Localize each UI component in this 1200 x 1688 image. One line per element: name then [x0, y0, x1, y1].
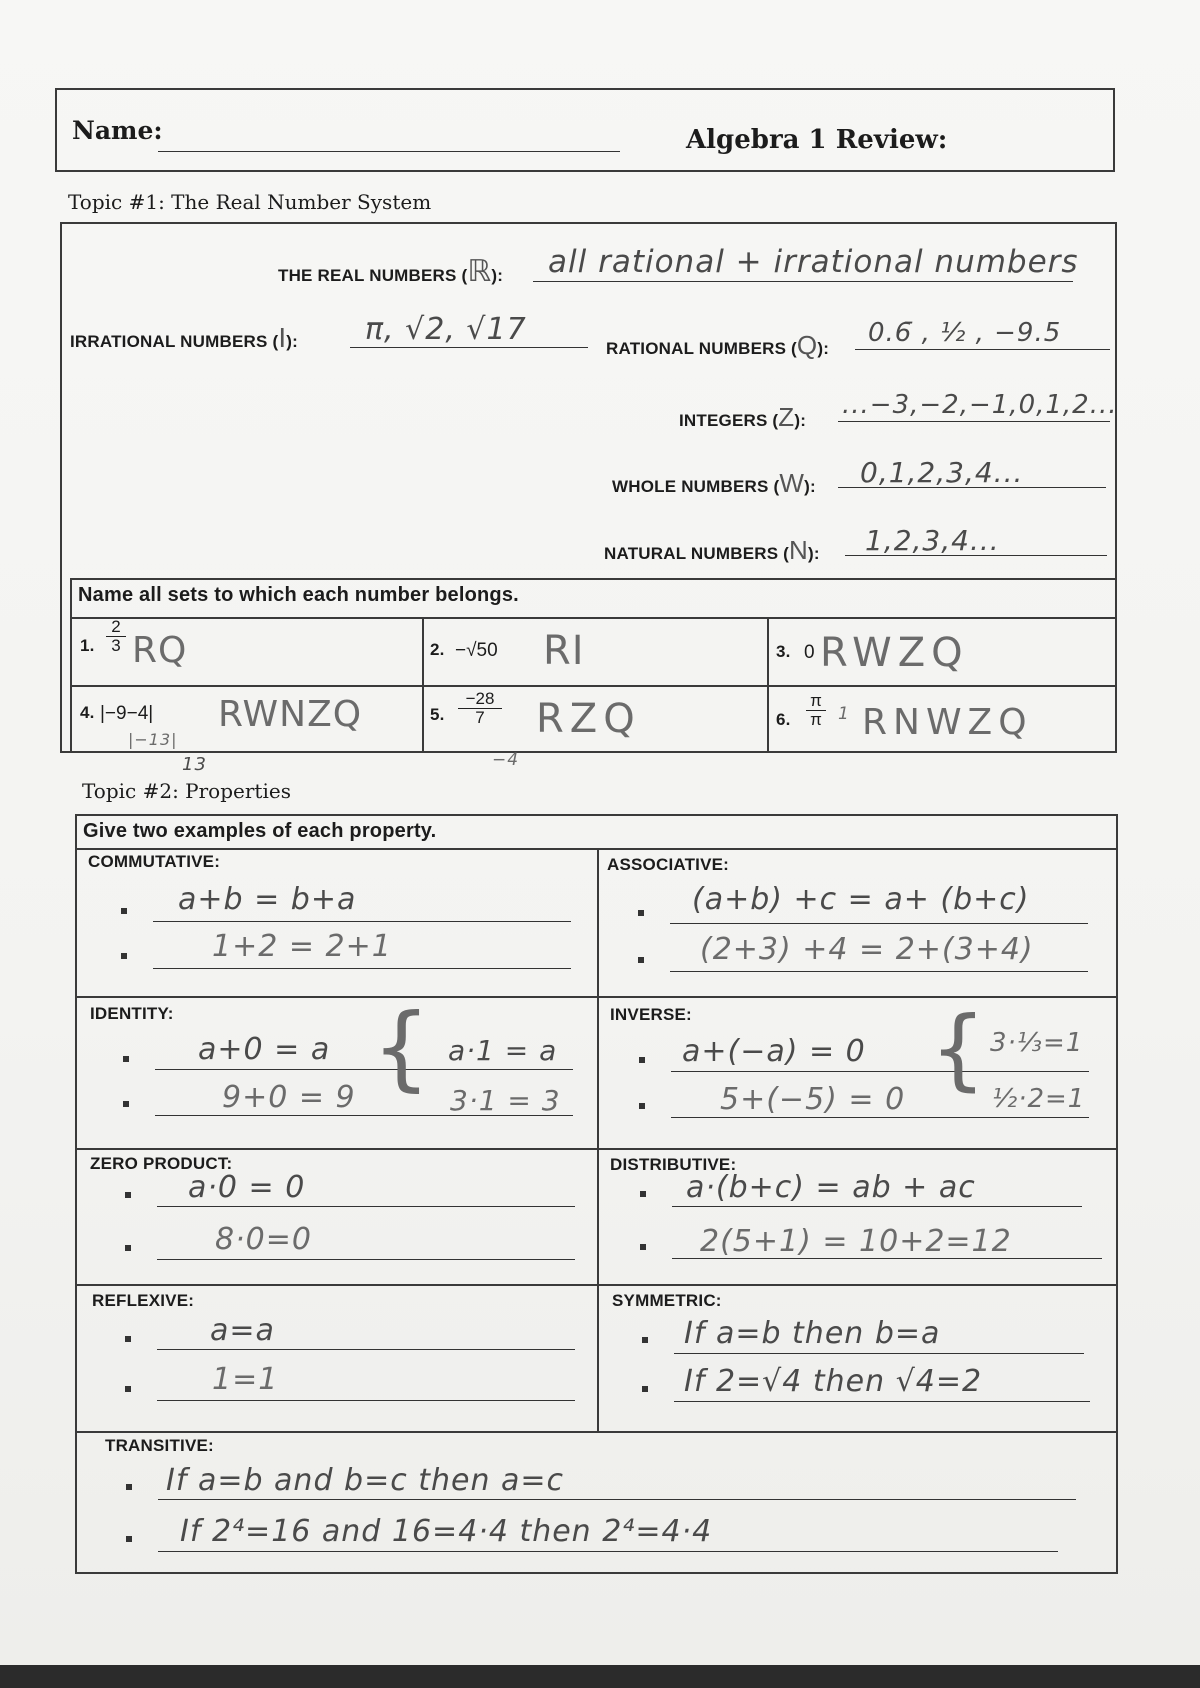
problem-2-expression: −√50 [455, 640, 498, 661]
commutative-example-1: a+b = b+a [178, 882, 357, 917]
natural-symbol: N [789, 535, 809, 565]
reflexive-line-2 [157, 1400, 575, 1401]
associative-label: ASSOCIATIVE: [607, 855, 730, 874]
divider-col1 [422, 617, 424, 753]
integers-answer: ...−3,−2,−1,0,1,2... [842, 390, 1118, 420]
problem-4-number: 4. [80, 703, 95, 722]
properties-center-divider [597, 848, 599, 1433]
whole-label [612, 468, 816, 499]
header-box [55, 88, 1115, 172]
associative-line-1 [670, 923, 1088, 924]
problem-5-numerator: −28 [465, 689, 495, 708]
distributive-example-1: a·(b+c) = ab + ac [686, 1170, 976, 1205]
identity-example-1: a+0 = a [198, 1032, 331, 1067]
symmetric-line-1 [674, 1353, 1084, 1354]
commutative-label: COMMUTATIVE: [88, 852, 221, 871]
transitive-example-1: If a=b and b=c then a=c [166, 1463, 565, 1498]
identity-example-3: a·1 = a [448, 1034, 558, 1067]
topic2-heading: Topic #2: Properties [82, 779, 291, 803]
problem-6-work: 1 [838, 704, 850, 724]
reflexive-label: REFLEXIVE: [92, 1291, 195, 1310]
rational-answer: 0.6̄ , ½ , −9.5 [868, 318, 1062, 348]
divider-problems-mid [70, 685, 1117, 687]
rational-label-pre: RATIONAL NUMBERS ( [606, 339, 797, 358]
identity-brace: { [372, 994, 432, 1101]
commutative-bullet-1 [121, 908, 127, 914]
real-answer-line [533, 281, 1073, 282]
integers-answer-line [838, 421, 1110, 422]
whole-label-post: ): [804, 477, 816, 496]
problem-6-number: 6. [776, 710, 791, 729]
properties-instruction: Give two examples of each property. [83, 820, 437, 842]
problem-3-answer: RWZQ [820, 630, 969, 676]
problem-4-expression: |−9−4| [100, 703, 154, 724]
irrational-answer: π, √2, √17 [365, 312, 527, 347]
integers-label-pre: INTEGERS ( [679, 411, 779, 430]
zero-product-example-2: 8·0=0 [215, 1222, 312, 1257]
identity-bullet-2 [123, 1101, 129, 1107]
photo-background-edge [0, 1665, 1200, 1688]
natural-label [604, 535, 820, 566]
real-label-pre: THE REAL NUMBERS ( [278, 266, 468, 285]
page-title: Algebra 1 Review: [686, 125, 948, 155]
reflexive-bullet-1 [125, 1336, 131, 1342]
natural-answer: 1,2,3,4... [865, 524, 1000, 557]
problem-1-numerator: 2 [111, 617, 121, 636]
inverse-brace: { [930, 997, 987, 1100]
commutative-line-1 [153, 921, 571, 922]
commutative-bullet-2 [121, 953, 127, 959]
associative-line-2 [670, 971, 1088, 972]
symmetric-bullet-1 [642, 1337, 648, 1343]
whole-symbol: W [779, 468, 805, 498]
rational-symbol: Q [796, 330, 818, 360]
inverse-example-4: ½·2=1 [992, 1084, 1086, 1114]
problem-5-answer: RZQ [536, 696, 641, 742]
divider-left-edge [70, 578, 72, 753]
transitive-bullet-2 [126, 1536, 132, 1542]
name-label: Name: [72, 116, 163, 145]
inverse-bullet-2 [639, 1103, 645, 1109]
problem-2-answer: RI [543, 628, 585, 674]
problem-1-fraction [106, 618, 126, 655]
distributive-example-2: 2(5+1) = 10+2=12 [700, 1224, 1012, 1259]
irrational-symbol: I [278, 322, 287, 353]
real-numbers-label [278, 254, 503, 289]
zero-product-line-1 [157, 1206, 575, 1207]
identity-example-4: 3·1 = 3 [450, 1084, 561, 1117]
whole-label-pre: WHOLE NUMBERS ( [612, 477, 780, 496]
associative-example-1: (a+b) +c = a+ (b+c) [692, 882, 1030, 917]
commutative-example-2: 1+2 = 2+1 [212, 929, 392, 964]
transitive-line-2 [158, 1551, 1058, 1552]
properties-row-divider-2 [75, 1148, 1118, 1150]
irrational-label [70, 322, 298, 354]
identity-example-2: 9+0 = 9 [222, 1080, 356, 1115]
associative-example-2: (2+3) +4 = 2+(3+4) [700, 932, 1034, 967]
inverse-example-2: 5+(−5) = 0 [720, 1082, 906, 1117]
symmetric-label: SYMMETRIC: [612, 1291, 722, 1310]
transitive-bullet-1 [126, 1484, 132, 1490]
distributive-line-1 [672, 1206, 1082, 1207]
inverse-line-2 [671, 1117, 1089, 1118]
inverse-label: INVERSE: [610, 1005, 692, 1024]
inverse-example-1: a+(−a) = 0 [682, 1034, 866, 1069]
zero-product-bullet-2 [125, 1245, 131, 1251]
name-line [158, 151, 620, 152]
irrational-label-pre: IRRATIONAL NUMBERS ( [70, 332, 279, 351]
whole-answer: 0,1,2,3,4... [860, 456, 1024, 489]
distributive-label: DISTRIBUTIVE: [610, 1155, 737, 1174]
problem-3-number: 3. [776, 642, 791, 661]
irrational-answer-line [350, 347, 588, 348]
reflexive-example-1: a=a [210, 1313, 275, 1348]
identity-label: IDENTITY: [90, 1004, 174, 1023]
reflexive-bullet-2 [125, 1386, 131, 1392]
reflexive-example-2: 1=1 [212, 1362, 279, 1397]
topic1-heading: Topic #1: The Real Number System [68, 190, 432, 214]
integers-label-post: ): [794, 411, 807, 430]
problem-1-number: 1. [80, 636, 95, 655]
problem-4-answer: RWNZQ [218, 694, 363, 735]
rational-label [606, 330, 829, 361]
integers-label [679, 402, 806, 433]
problem-6-fraction [806, 692, 826, 729]
integers-symbol: Z [778, 402, 795, 432]
irrational-label-post: ): [286, 332, 299, 351]
zero-product-example-1: a·0 = 0 [188, 1170, 306, 1205]
problem-1-denominator: 3 [111, 636, 121, 655]
properties-row-divider-3 [75, 1284, 1118, 1286]
problem-1-answer: RQ [132, 630, 188, 671]
natural-label-post: ): [808, 544, 820, 563]
symmetric-bullet-2 [642, 1386, 648, 1392]
problem-6-numerator: π [810, 691, 822, 710]
symmetric-example-1: If a=b then b=a [684, 1316, 941, 1351]
divider-col2 [767, 617, 769, 753]
reflexive-line-1 [157, 1349, 575, 1350]
transitive-example-2: If 2⁴=16 and 16=4·4 then 2⁴=4·4 [180, 1514, 713, 1549]
problem-4-work: |−13| [128, 730, 178, 749]
inverse-bullet-1 [639, 1057, 645, 1063]
inverse-example-3: 3·⅓=1 [990, 1028, 1084, 1058]
problem-2-number: 2. [430, 640, 445, 659]
real-answer: all rational + irrational numbers [548, 244, 1079, 280]
distributive-bullet-1 [640, 1191, 646, 1197]
problem-6-denominator: π [810, 710, 822, 729]
identity-line-1 [155, 1069, 573, 1070]
problem-3-expression: 0 [804, 642, 815, 663]
sets-instruction: Name all sets to which each number belongs. [78, 584, 519, 606]
symmetric-example-2: If 2=√4 then √4=2 [684, 1364, 983, 1399]
divider-problems-top [70, 617, 1117, 619]
identity-bullet-1 [123, 1056, 129, 1062]
zero-product-label: ZERO PRODUCT: [90, 1154, 233, 1173]
properties-row-divider-4 [75, 1431, 1118, 1433]
associative-bullet-1 [638, 910, 644, 916]
natural-label-pre: NATURAL NUMBERS ( [604, 544, 790, 563]
distributive-bullet-2 [640, 1244, 646, 1250]
divider-sets [70, 578, 1117, 580]
problem-4-work-result: 13 [182, 754, 207, 775]
commutative-line-2 [153, 968, 571, 969]
rational-label-post: ): [817, 339, 830, 358]
zero-product-line-2 [157, 1259, 575, 1260]
associative-bullet-2 [638, 957, 644, 963]
rational-answer-line [855, 349, 1110, 350]
problem-5-work: −4 [492, 750, 520, 770]
problem-6-answer: RNWZQ [862, 702, 1033, 743]
problem-5-number: 5. [430, 705, 445, 724]
problem-5-fraction [458, 690, 502, 727]
problem-5-denominator: 7 [475, 708, 485, 727]
transitive-line-1 [158, 1499, 1076, 1500]
symmetric-line-2 [674, 1401, 1090, 1402]
transitive-label: TRANSITIVE: [105, 1436, 214, 1455]
zero-product-bullet-1 [125, 1192, 131, 1198]
real-symbol: ℝ [467, 254, 492, 289]
inverse-line-1 [671, 1071, 1089, 1072]
real-label-post: ): [491, 266, 504, 285]
